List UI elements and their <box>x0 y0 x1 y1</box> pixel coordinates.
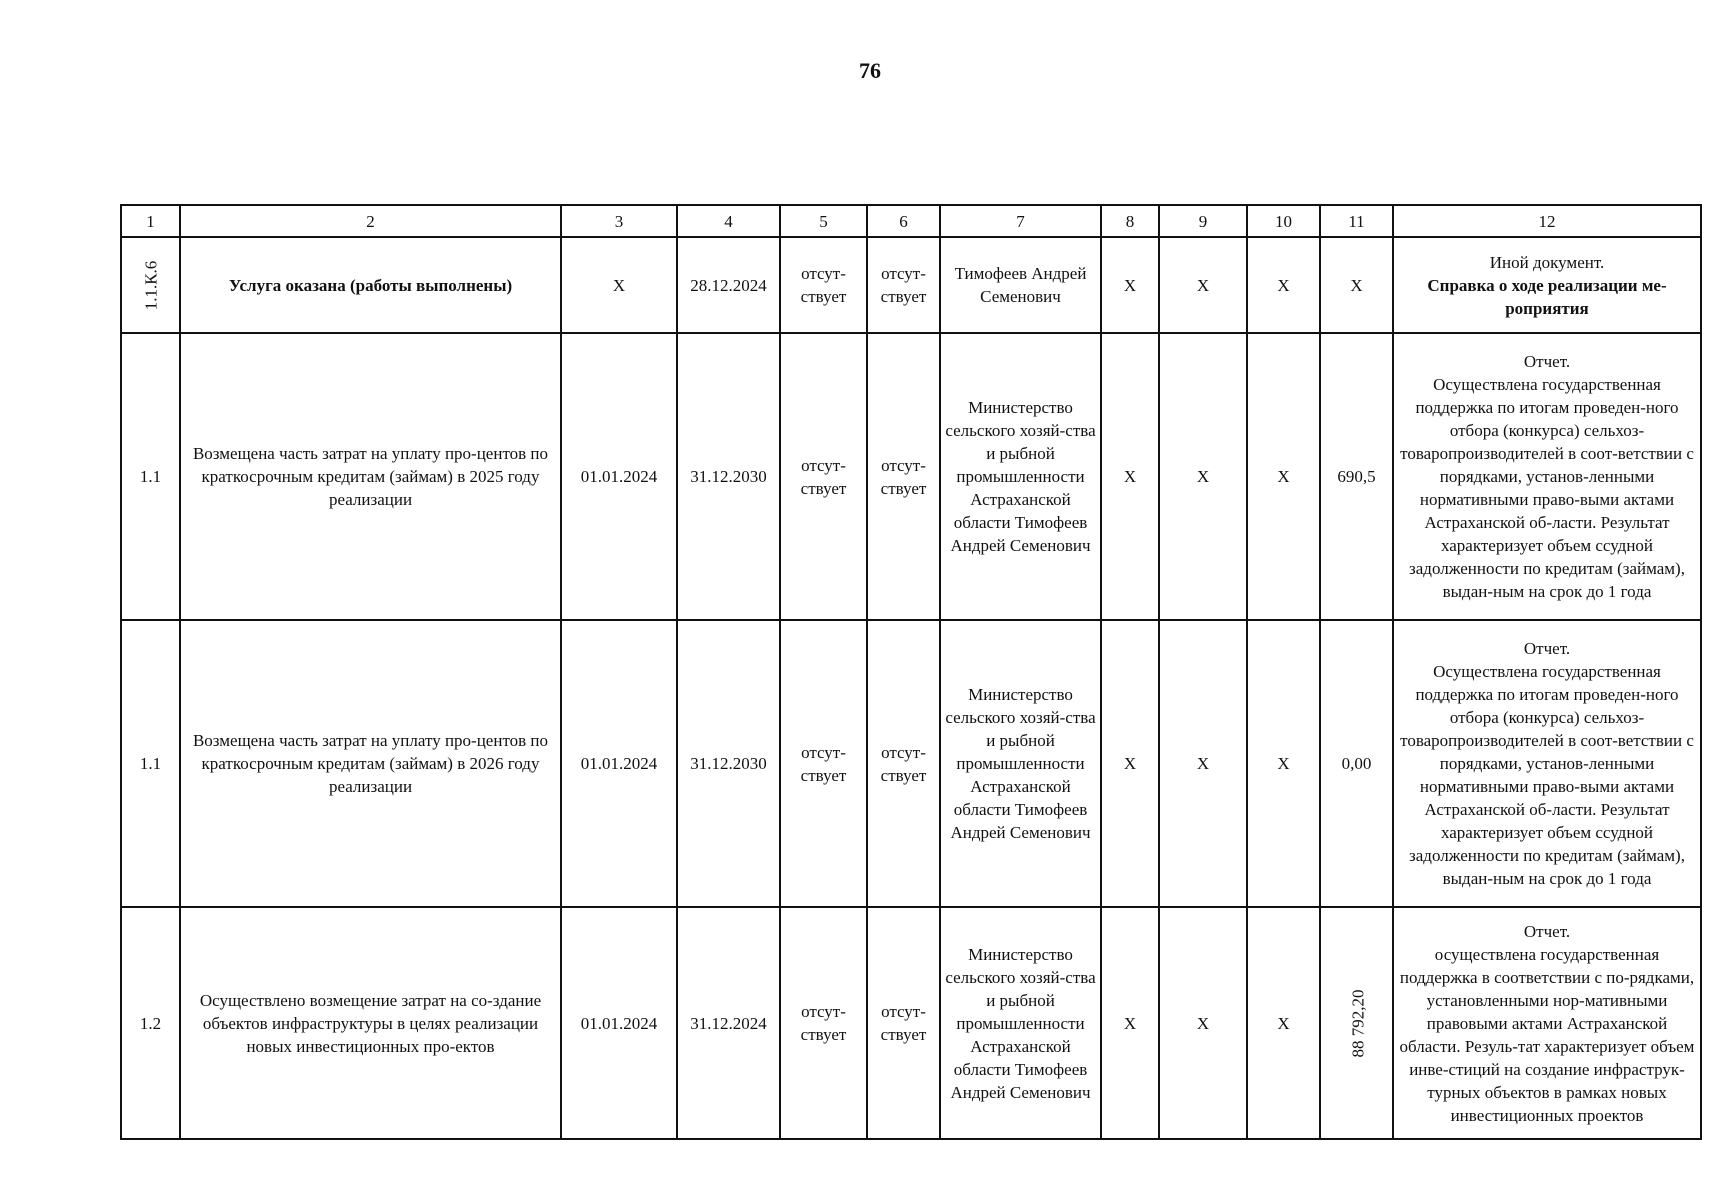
header-cell: 3 <box>561 205 677 237</box>
cell-responsible: Министерство сельского хозяй-ства и рыбной промышленности Астраханской области Тимофеев Андрей Семенович <box>940 333 1101 620</box>
cell-col5: отсут-ствует <box>780 907 867 1139</box>
cell-col10: X <box>1247 333 1320 620</box>
row-number-text: 1.1.К.6 <box>141 260 160 310</box>
cell-col6: отсут-ствует <box>867 907 940 1139</box>
amount-vertical: 88 792,20 <box>1348 989 1368 1057</box>
cell-col11: 690,5 <box>1320 333 1393 620</box>
cell-col5: отсут-ствует <box>780 333 867 620</box>
cell-col8: X <box>1101 333 1159 620</box>
document-title: Отчет. <box>1523 639 1571 658</box>
row-number: 1.2 <box>121 907 180 1139</box>
cell-col5: отсут-ствует <box>780 237 867 333</box>
page-number: 76 <box>859 58 881 83</box>
document-text: Справка о ходе реализации ме-роприятия <box>1427 275 1667 318</box>
cell-col10: X <box>1247 907 1320 1139</box>
row-description: Возмещена часть затрат на уплату про-центов по краткосрочным кредитам (займам) в 2026 году реализации <box>180 620 561 907</box>
header-cell: 2 <box>180 205 561 237</box>
cell-col11: 0,00 <box>1320 620 1393 907</box>
header-row <box>121 205 1701 237</box>
cell-col9: X <box>1159 333 1247 620</box>
header-cell: 6 <box>867 205 940 237</box>
cell-document <box>1393 333 1701 620</box>
cell-responsible: Тимофеев Андрей Семенович <box>940 237 1101 333</box>
document-title: Отчет. <box>1523 352 1571 371</box>
document-title: Отчет. <box>1523 921 1571 941</box>
row-description: Возмещена часть затрат на уплату про-центов по краткосрочным кредитам (займам) в 2025 году реализации <box>180 333 561 620</box>
cell-col5: отсут-ствует <box>780 620 867 907</box>
row-description: Услуга оказана (работы выполнены) <box>180 237 561 333</box>
table-row <box>121 237 1701 333</box>
cell-col3: 01.01.2024 <box>561 333 677 620</box>
table-row <box>121 333 1701 620</box>
cell-col4: 31.12.2024 <box>677 907 780 1139</box>
cell-col9: X <box>1159 237 1247 333</box>
header-cell: 11 <box>1320 205 1393 237</box>
table-row <box>121 620 1701 907</box>
header-cell: 10 <box>1247 205 1320 237</box>
header-cell: 7 <box>940 205 1101 237</box>
activities-table <box>120 204 1702 1140</box>
header-cell: 5 <box>780 205 867 237</box>
header-cell: 9 <box>1159 205 1247 237</box>
cell-col6: отсут-ствует <box>867 620 940 907</box>
row-number: 1.1 <box>121 620 180 907</box>
cell-document <box>1393 620 1701 907</box>
cell-col9: X <box>1159 620 1247 907</box>
document-text: осуществлена государственная поддержка в соответствии с по-рядками, установленными нор-мативными правовыми актами Астраханской области. Резуль-тат характеризует объем инве-стиций на создание инфраструк-турных объектов в рамках новых инвестиционных проектов <box>1399 944 1695 1125</box>
cell-col8: X <box>1101 620 1159 907</box>
header-cell: 1 <box>121 205 180 237</box>
header-cell: 12 <box>1393 205 1701 237</box>
cell-col6: отсут-ствует <box>867 333 940 620</box>
document-text: Осуществлена государственная поддержка по итогам проведен-ного отбора (конкурса) сельхоз-товаропроизводителей в соот-ветствии с порядками, установ-ленными нормативными право-выми актами Астраханской об-ласти. Результат характеризует объем ссудной задолженности по кредитам (займам), выдан-ным на срок до 1 года <box>1400 375 1694 601</box>
cell-col10: X <box>1247 237 1320 333</box>
table-row <box>121 907 1701 1139</box>
cell-col8: X <box>1101 907 1159 1139</box>
cell-col11: X <box>1320 237 1393 333</box>
header-cell: 8 <box>1101 205 1159 237</box>
header-cell: 4 <box>677 205 780 237</box>
cell-col9: X <box>1159 907 1247 1139</box>
cell-col8: X <box>1101 237 1159 333</box>
row-number <box>121 237 180 333</box>
cell-document <box>1393 907 1701 1139</box>
document-title: Иной документ. <box>1489 252 1605 272</box>
cell-col4: 31.12.2030 <box>677 333 780 620</box>
cell-col3: X <box>561 237 677 333</box>
cell-col3: 01.01.2024 <box>561 620 677 907</box>
row-description: Осуществлено возмещение затрат на со-здание объектов инфраструктуры в целях реализации новых инвестиционных про-ектов <box>180 907 561 1139</box>
row-number: 1.1 <box>121 333 180 620</box>
cell-responsible: Министерство сельского хозяй-ства и рыбной промышленности Астраханской области Тимофеев Андрей Семенович <box>940 620 1101 907</box>
cell-col4: 28.12.2024 <box>677 237 780 333</box>
cell-col4: 31.12.2030 <box>677 620 780 907</box>
cell-col3: 01.01.2024 <box>561 907 677 1139</box>
cell-col6: отсут-ствует <box>867 237 940 333</box>
document-text: Осуществлена государственная поддержка по итогам проведен-ного отбора (конкурса) сельхоз-товаропроизводителей в соот-ветствии с порядками, установ-ленными нормативными право-выми актами Астраханской об-ласти. Результат характеризует объем ссудной задолженности по кредитам (займам), выдан-ным на срок до 1 года <box>1400 662 1694 888</box>
cell-col11 <box>1320 907 1393 1139</box>
cell-responsible: Министерство сельского хозяй-ства и рыбной промышленности Астраханской области Тимофеев Андрей Семенович <box>940 907 1101 1139</box>
cell-document <box>1393 237 1701 333</box>
cell-col10: X <box>1247 620 1320 907</box>
